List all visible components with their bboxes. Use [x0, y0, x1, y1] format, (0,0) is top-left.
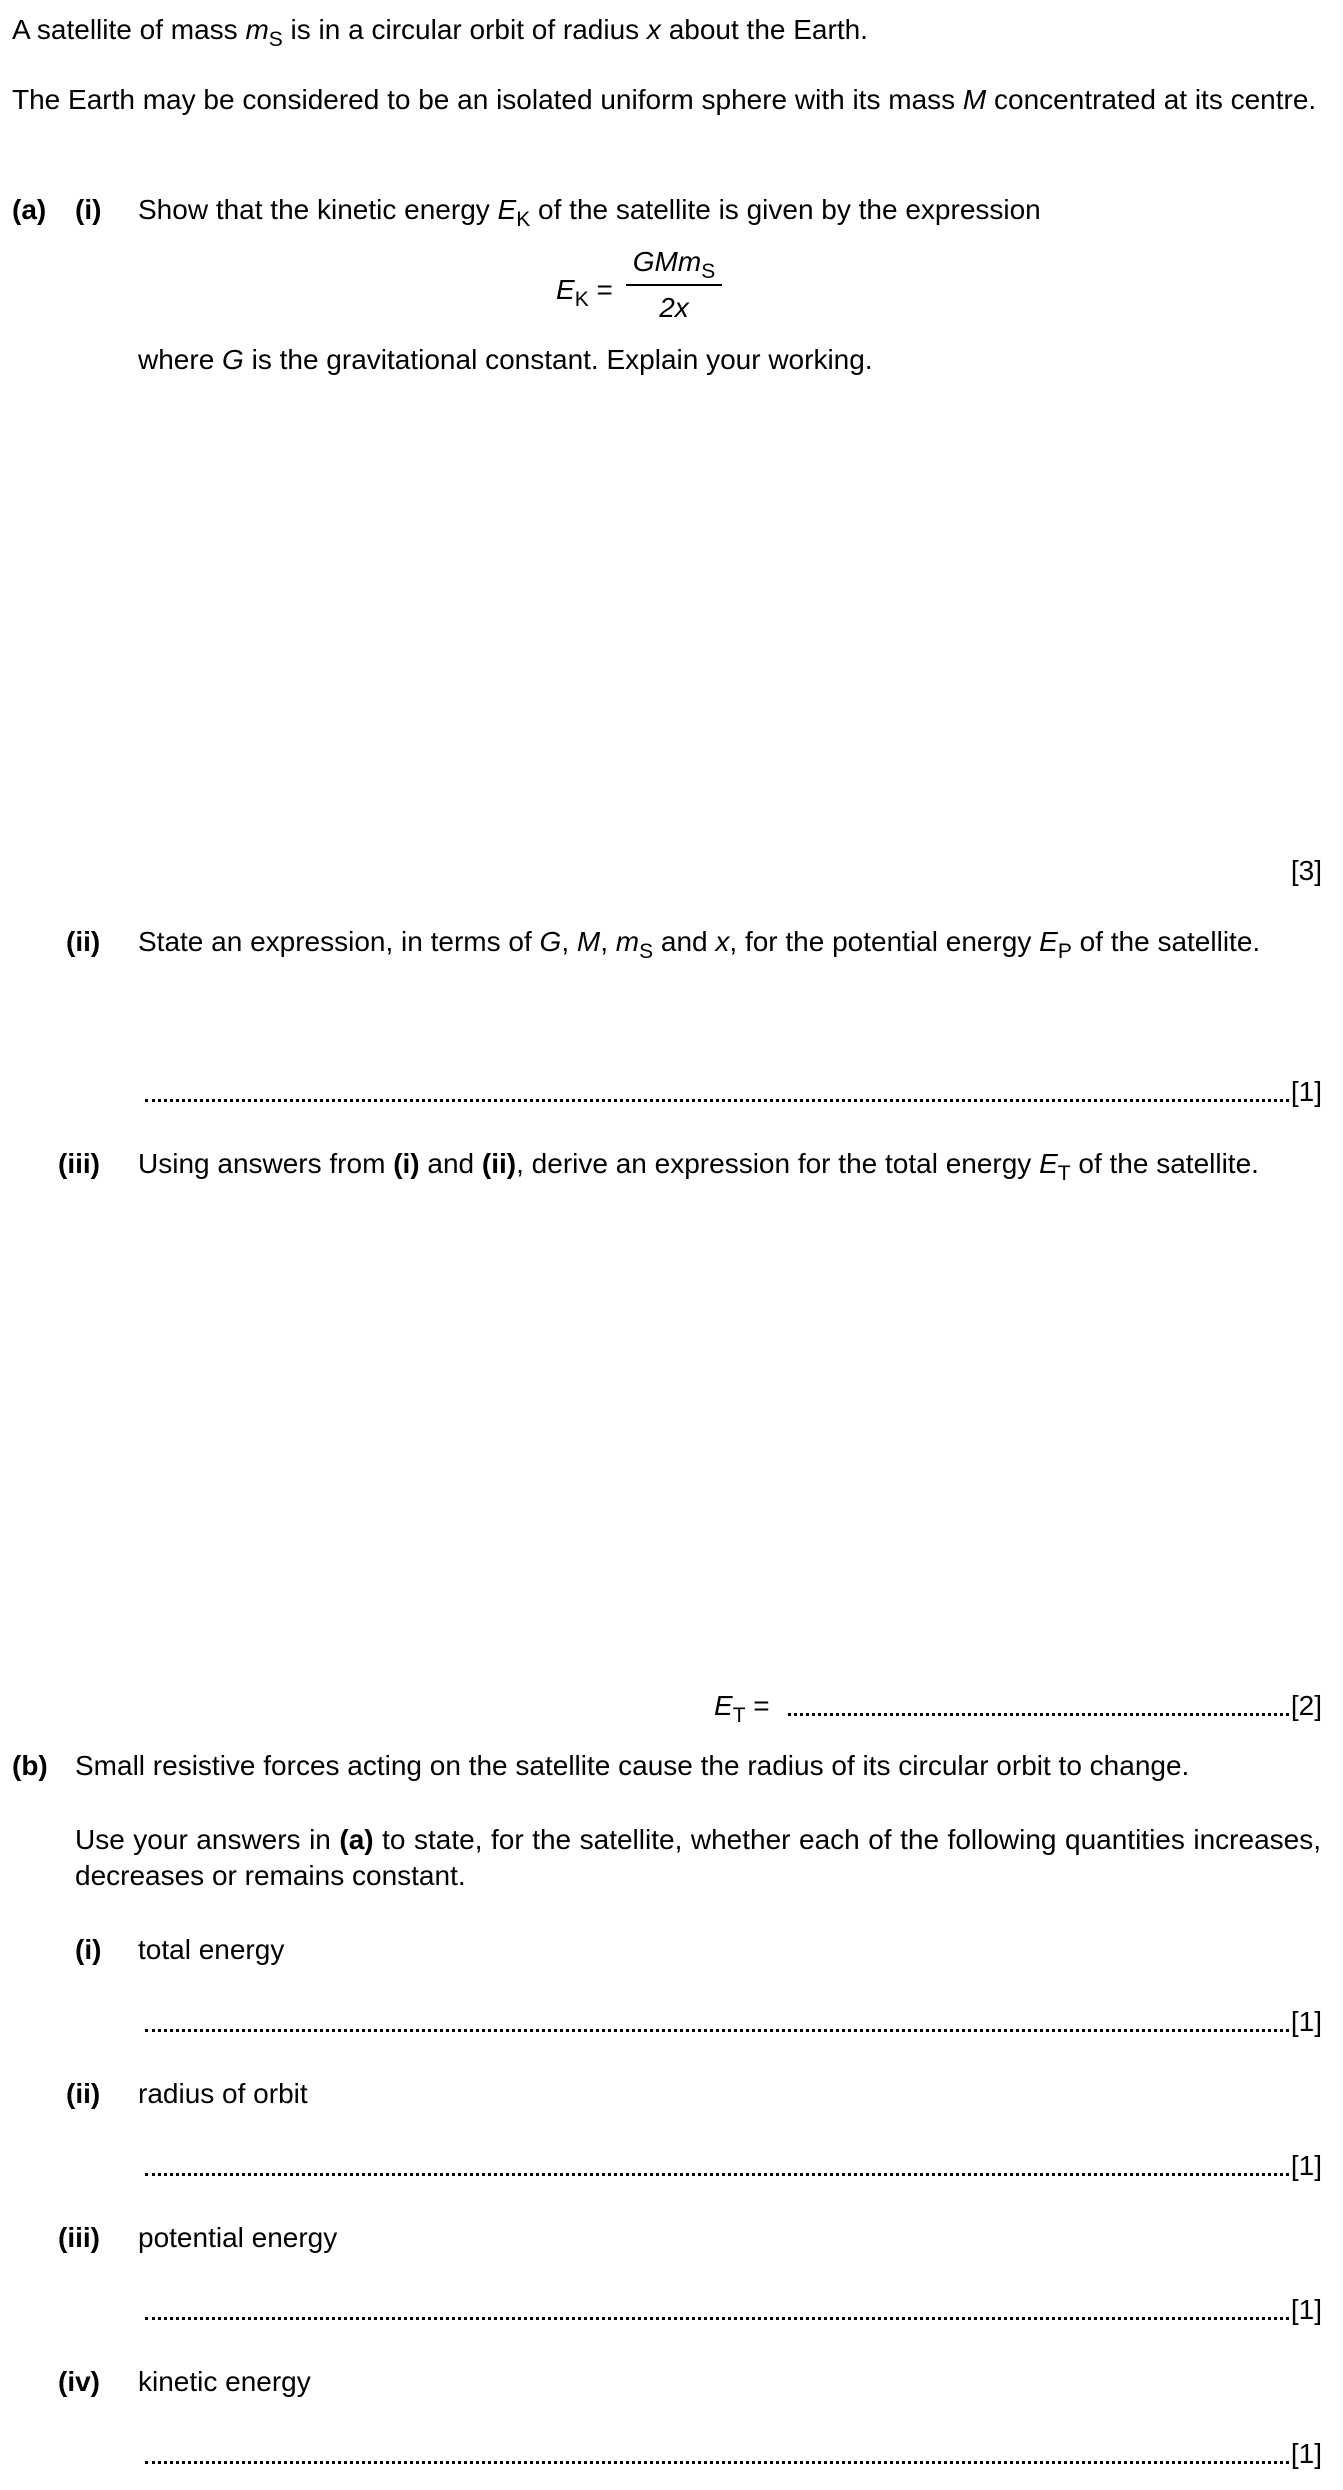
fraction-bar — [626, 284, 722, 286]
part-a-i-mark: [3] — [1290, 855, 1322, 886]
part-b-i-answer-line[interactable] — [145, 2004, 1322, 2040]
part-b-iii-text: potential energy — [138, 2222, 338, 2253]
kinetic-energy-fraction: GMm$_S$ 2x — [626, 244, 722, 326]
part-a-ii-mark: [1] — [1290, 1076, 1322, 1107]
part-a-i-question: Show that the kinetic energy $E_K$ of the satellite is given by the expression — [138, 194, 1041, 231]
part-b-i-text: total energy — [138, 1934, 285, 1965]
part-b-iv-text: kinetic energy — [138, 2366, 311, 2397]
part-b-i-label: (i) — [75, 1934, 102, 1965]
part-a-i-label: (i) — [75, 194, 102, 225]
part-b-ii-text: radius of orbit — [138, 2078, 308, 2109]
part-a-iii-label: (iii) — [58, 1148, 100, 1179]
part-a-i-after-formula: where G is the gravitational constant. Explain your working. — [138, 344, 873, 375]
intro-sentence-1: A satellite of mass $m_S$ is in a circular orbit of radius x about the Earth. — [12, 14, 868, 51]
part-a-ii-answer-line[interactable] — [145, 1074, 1322, 1110]
part-b-label: (b) — [12, 1750, 48, 1781]
part-b-ii-answer-line[interactable] — [145, 2148, 1322, 2184]
part-b-ii-label: (ii) — [66, 2078, 101, 2109]
part-a-ii-question: State an expression, in terms of G, M, $m_S$ and x, for the potential energy $E_P$ of the satellite. — [138, 926, 1261, 963]
intro-sentence-2: The Earth may be considered to be an isolated uniform sphere with its mass M concentrated at its centre. — [12, 84, 1317, 115]
total-energy-answer-label: $E_T$ = — [714, 1690, 770, 1727]
kinetic-energy-formula-lhs: $E_K$ = — [556, 274, 613, 311]
part-b-iv-answer-line[interactable] — [145, 2436, 1322, 2472]
part-a-ii-label: (ii) — [66, 926, 101, 957]
part-b-i-mark: [1] — [1290, 2006, 1322, 2037]
part-b-statement: Small resistive forces acting on the satellite cause the radius of its circular orbit to change. — [75, 1750, 1190, 1781]
part-b-iii-mark: [1] — [1290, 2294, 1322, 2325]
part-b-ii-mark: [1] — [1290, 2150, 1322, 2181]
part-b-iv-label: (iv) — [58, 2366, 100, 2397]
part-b-iii-label: (iii) — [58, 2222, 100, 2253]
part-b-iv-mark: [1] — [1290, 2438, 1322, 2469]
part-a-iii-question: Using answers from (i) and (ii), derive an expression for the total energy $E_T$ of the satellite. — [138, 1148, 1259, 1185]
part-a-label: (a) — [12, 194, 47, 225]
part-a-iii-mark: [2] — [1290, 1690, 1322, 1721]
part-b-instruction: Use your answers in (a) to state, for the satellite, whether each of the following quantities increases, decreases or remains constant. — [75, 1824, 1321, 1891]
total-energy-answer-line[interactable] — [788, 1688, 1322, 1724]
part-b-iii-answer-line[interactable] — [145, 2292, 1322, 2328]
